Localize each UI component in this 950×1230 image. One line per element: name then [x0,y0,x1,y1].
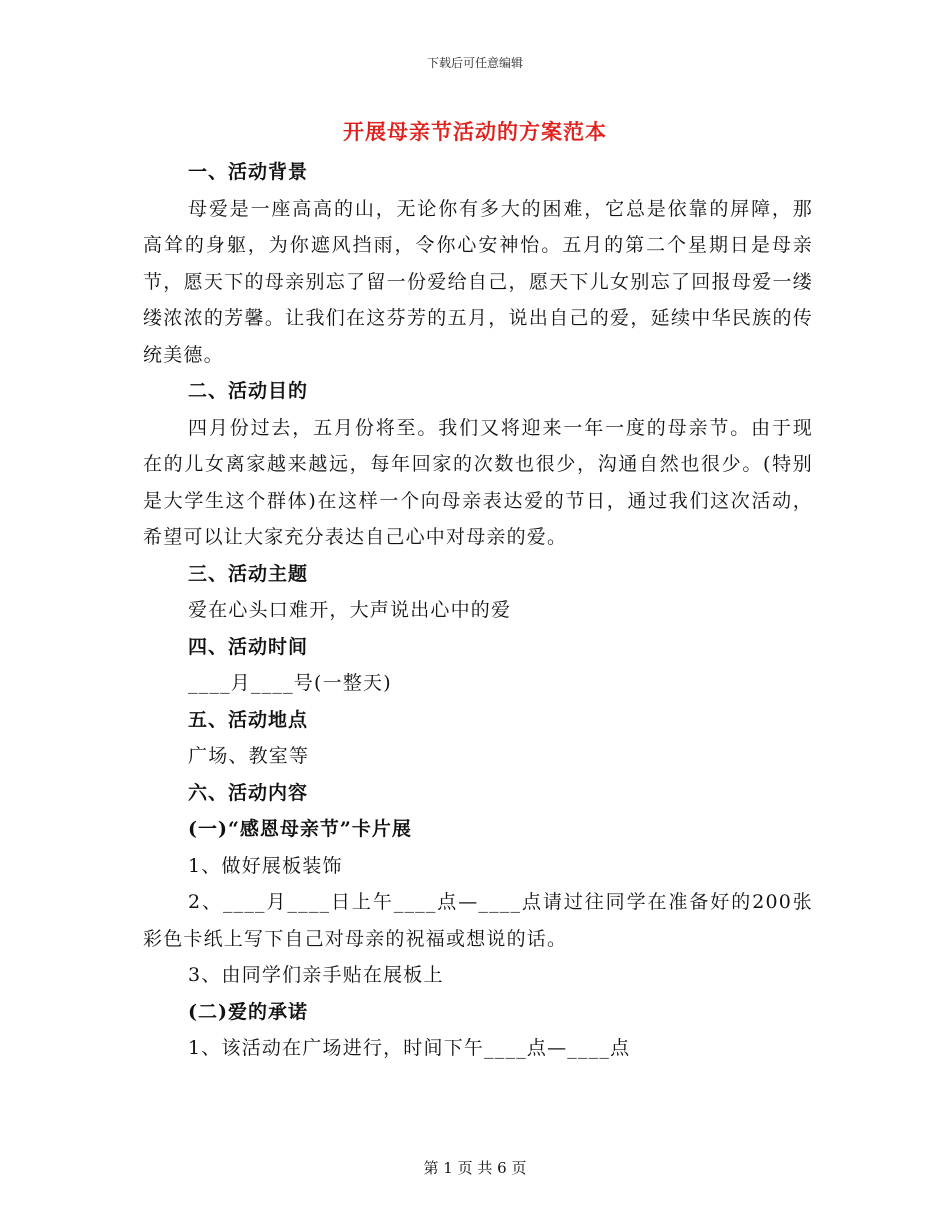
page-footer: 第 1 页 共 6 页 [423,1159,527,1177]
theme-text: 爱在心头口难开，大声说出心中的爱 [188,599,512,621]
section-heading-content: 六、活动内容 [188,781,309,804]
document-title: 开展母亲节活动的方案范本 [343,119,607,144]
list-item: 1、做好展板装饰 [188,854,343,877]
list-item: 3、由同学们亲手贴在展板上 [188,964,444,986]
section-heading-time: 四、活动时间 [188,635,309,658]
paragraph-background: 母爱是一座高高的山，无论你有多大的困难，它总是依靠的屏障，那高耸的身躯，为你遮风挡雨，令你心安神怡。五月的第二个星期日是母亲节，愿天下的母亲别忘了留一份爱给自己，愿天下儿女别忘了回报母爱一缕缕浓浓的芳馨。让我们在这芬芳的五月，说出自己的爱，延续中华民族的传统美德。 [143,197,813,366]
section-heading-theme: 三、活动主题 [188,562,309,585]
list-item: 1、该活动在广场进行，时间下午____点—____点 [188,1037,631,1059]
list-item: 2、____月____日上午____点—____点请过往同学在准备好的200张彩色卡纸上写下自己对母亲的祝福或想说的话。 [143,891,813,950]
header-note: 下载后可任意编辑 [426,56,523,70]
section-heading-background: 一、活动背景 [188,161,309,183]
section-heading-purpose: 二、活动目的 [188,380,309,402]
section-heading-location: 五、活动地点 [188,708,309,731]
subsection-heading-card-exhibit: (一)“感恩母亲节”卡片展 [188,818,412,840]
time-text: ____月____号(一整天) [188,672,392,694]
document-body [143,154,813,1067]
paragraph-purpose: 四月份过去，五月份将至。我们又将迎来一年一度的母亲节。由于现在的儿女离家越来越远，每年回家的次数也很少，沟通自然也很少。(特别是大学生这个群体)在这样一个向母亲表达爱的节日，通过我们这次活动，希望可以让大家充分表达自己心中对母亲的爱。 [143,416,813,548]
location-text: 广场、教室等 [188,745,310,767]
subsection-heading-promise: (二)爱的承诺 [188,1000,308,1023]
